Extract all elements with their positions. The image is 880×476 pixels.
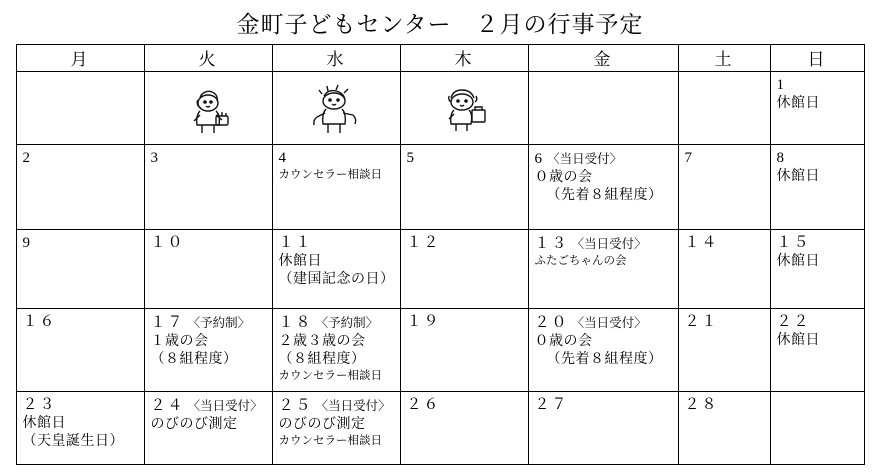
day-number: ２７ [534,397,569,413]
day-header [279,149,395,168]
day-number: １３ [534,236,569,252]
calendar-day-cell [16,230,144,309]
day-header [407,313,523,332]
event-label: （天皇誕生日） [22,433,124,449]
day-header [23,234,139,253]
day-header [777,234,859,253]
day-header [685,313,765,332]
calendar-day-cell [528,230,678,309]
calendar-day-cell [770,309,864,392]
child-with-cake-illustration [151,76,267,142]
calendar-day-cell [528,72,678,145]
calendar-table [16,44,865,465]
day-header [535,149,673,169]
day-header [23,313,139,332]
day-header [777,149,859,168]
calendar-day-cell [678,145,770,230]
day-header [777,313,859,332]
event-reservation-tag: 〈予約制〉 [184,316,251,330]
day-number: 6 [534,151,544,167]
page-title: 金町子どもセンター ２月の行事予定 [236,12,644,37]
calendar-day-cell [272,72,400,145]
calendar-day-cell [770,145,864,230]
calendar-day-cell [678,230,770,309]
event-label: 休館日 [776,95,820,111]
calendar-day-cell [144,309,272,392]
event-label: ０歳の会 [534,333,593,349]
day-header [279,396,395,416]
event-note: カウンセラー相談日 [278,370,382,383]
weekday-header-sun: 日 [770,45,864,72]
day-number: ２２ [776,314,811,330]
event-note: （先着８組程度） [546,187,663,203]
weekday-header-wed: 水 [272,45,400,72]
event-label: （８組程度） [150,351,238,367]
calendar-body [16,72,864,465]
weekday-header-sat: 土 [678,45,770,72]
calendar-day-cell [144,392,272,465]
day-number: １８ [278,315,313,331]
day-header [279,234,395,253]
day-header [535,396,673,415]
day-number: 4 [278,150,288,166]
day-number: ２１ [684,314,719,330]
child-with-bag-illustration [407,76,523,142]
event-label: のびのび測定 [278,416,366,432]
event-label: 休館日 [776,253,820,269]
weekday-header-tue: 火 [144,45,272,72]
event-reservation-tag: 〈予約制〉 [312,316,379,330]
day-header [407,149,523,168]
day-header [685,234,765,253]
day-number: １６ [22,314,57,330]
calendar-day-cell [400,392,528,465]
day-number: ２０ [534,315,569,331]
day-number: ２５ [278,398,313,414]
calendar-day-cell [678,392,770,465]
calendar-day-cell [400,72,528,145]
day-header [407,234,523,253]
calendar-week-row [16,72,864,145]
day-header [685,149,765,168]
calendar-day-cell [16,392,144,465]
calendar-day-cell [144,230,272,309]
calendar-day-cell [272,230,400,309]
day-header [685,396,765,415]
calendar-day-cell [16,145,144,230]
calendar-day-cell [770,230,864,309]
day-number: １０ [150,235,185,251]
day-number: ２８ [684,397,719,413]
calendar-week-row [16,230,864,309]
event-note: カウンセラー相談日 [278,434,382,447]
event-label: １歳の会 [150,333,209,349]
calendar-week-row [16,145,864,230]
day-number: １５ [776,235,811,251]
day-number: ２４ [150,398,185,414]
calendar-day-cell [400,230,528,309]
day-header [151,149,267,168]
event-note: （先着８組程度） [546,351,663,367]
calendar-day-cell [770,392,864,465]
day-header [151,234,267,253]
day-header [777,76,859,95]
calendar-day-cell [16,309,144,392]
event-reservation-tag: 〈当日受付〉 [312,399,391,413]
event-reservation-tag: 〈当日受付〉 [568,316,647,330]
day-number: １７ [150,315,185,331]
weekday-header-fri: 金 [528,45,678,72]
day-number: 7 [684,150,694,166]
event-reservation-tag: 〈当日受付〉 [544,152,623,166]
calendar-day-cell [16,72,144,145]
child-with-streamers-illustration [279,76,395,142]
day-number: １１ [278,235,313,251]
day-header [535,313,673,333]
event-note: カウンセラー相談日 [278,168,382,181]
day-header [535,234,673,254]
day-header [279,313,395,333]
calendar-day-cell [770,72,864,145]
day-header [23,396,139,415]
calendar-day-cell [678,72,770,145]
event-label: 休館日 [22,415,66,431]
weekday-header-thu: 木 [400,45,528,72]
weekday-header-mon: 月 [16,45,144,72]
event-label: ０歳の会 [534,169,593,185]
day-number: 1 [776,77,786,93]
event-reservation-tag: 〈当日受付〉 [184,399,263,413]
day-number: 3 [150,150,160,166]
day-number: 9 [22,235,32,251]
event-label: 休館日 [776,332,820,348]
event-label: （建国記念の日） [278,271,395,287]
day-number: ２６ [406,397,441,413]
calendar-day-cell [678,309,770,392]
calendar-day-cell [528,145,678,230]
day-header [151,396,267,416]
calendar-week-row [16,309,864,392]
event-label: 休館日 [278,253,322,269]
calendar-week-row [16,392,864,465]
calendar-day-cell [400,145,528,230]
day-number: 8 [776,150,786,166]
day-number: 2 [22,150,32,166]
calendar-day-cell [528,392,678,465]
event-reservation-tag: 〈当日受付〉 [568,237,647,251]
day-number: １２ [406,235,441,251]
event-label: のびのび測定 [150,416,238,432]
event-label: （８組程度） [278,351,366,367]
day-header [407,396,523,415]
day-number: １４ [684,235,719,251]
day-number: 5 [406,150,416,166]
day-number: ２３ [22,397,57,413]
calendar-day-cell [528,309,678,392]
event-note: ふたごちゃんの会 [534,254,627,267]
event-label: 休館日 [776,168,820,184]
calendar-day-cell [272,145,400,230]
event-label: ２歳３歳の会 [278,333,366,349]
weekday-header-row [16,45,864,72]
calendar-day-cell [272,392,400,465]
calendar-day-cell [400,309,528,392]
day-header [23,149,139,168]
day-number: １９ [406,314,441,330]
day-header [151,313,267,333]
calendar-day-cell [144,145,272,230]
calendar-day-cell [272,309,400,392]
calendar-day-cell [144,72,272,145]
